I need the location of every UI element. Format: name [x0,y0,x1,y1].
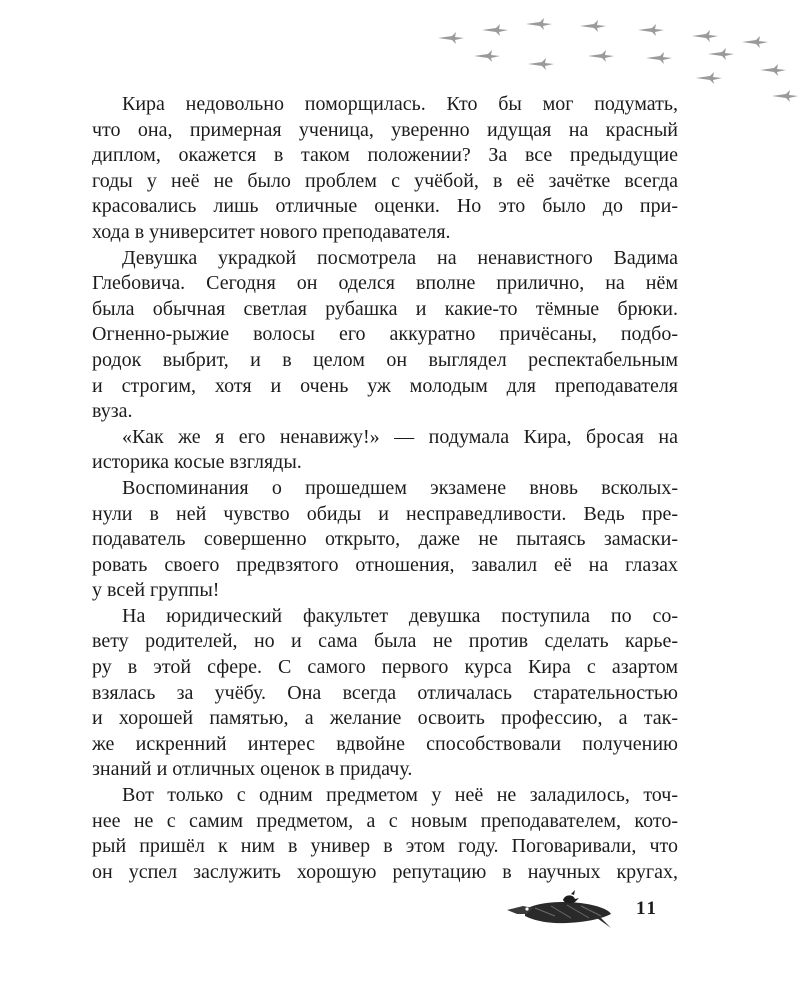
text-line: вуза. [92,400,133,423]
text-line: историка косые взгляды. [92,451,302,474]
paragraph-1 [92,92,678,246]
text-line: подаватель совершенно открыто, даже не пытаясь замаски- [92,528,678,551]
text-line: ровать своего предвзятого отношения, завалил её на глазах [92,553,678,576]
text-line: Девушка украдкой посмотрела на ненавистного Вадима [122,246,678,269]
text-line: у всей группы! [92,579,220,602]
bird-icon [638,24,664,36]
paragraph-6 [92,783,678,885]
bird-icon [528,58,554,70]
text-line: «Как же я его ненавижу!» — подумала Кира, бросая на [122,425,678,448]
paragraph-3 [92,425,678,476]
bird-nest-ornament [505,888,613,930]
bird-icon [474,50,500,62]
bird-icon [708,48,734,60]
text-line: же искренний интерес вдвойне способствовали получению [92,732,678,755]
page-footer [0,880,800,940]
text-line: вету родителей, но и сама была не против сделать карье- [92,630,678,653]
bird-icon [646,52,672,64]
text-line: красовались лишь отличные оценки. Но это было до при- [92,195,678,218]
bird-icon [696,72,722,84]
paragraph-2 [92,246,678,425]
text-line: Вот только с одним предметом у неё не заладилось, точ- [122,784,678,807]
bird-icon [580,20,606,32]
text-line: взялась за учёбу. Она всегда отличалась старательностью [92,681,678,704]
text-line: нее не с самим предметом, а с новым преподавателем, кото- [92,809,678,832]
text-line: и хорошей памятью, а желание освоить профессию, а так- [92,707,678,730]
text-line: была обычная светлая рубашка и какие-то тёмные брюки. [92,297,678,320]
bird-icon [742,36,768,48]
text-line: Кира недовольно поморщилась. Кто бы мог подумать, [122,93,678,115]
paragraph-4 [92,476,678,604]
bird-icon [692,30,718,42]
bird-icon [772,90,798,102]
body-text [92,92,678,885]
bird-icon [588,50,614,62]
text-line: он успел заслужить хорошую репутацию в научных кругах, [92,860,678,883]
text-line: ру в этой сфере. С самого первого курса Кира с азартом [92,656,678,679]
bird-icon [526,18,552,30]
text-line: хода в университет нового преподавателя. [92,220,451,243]
text-line: рый пришёл к ним в универ в этом году. Поговаривали, что [92,835,678,858]
text-line: нули в ней чувство обиды и несправедливости. Ведь пре- [92,502,678,525]
flying-birds-ornament [430,14,800,104]
page-number: 11 [636,898,658,919]
text-line: Воспоминания о прошедшем экзамене вновь всколых- [122,476,678,499]
bird-icon [482,24,508,36]
paragraph-5 [92,604,678,783]
bird-icon [760,64,786,76]
text-line: На юридический факультет девушка поступила по со- [122,604,678,627]
text-line: знаний и отличных оценок в придачу. [92,758,413,781]
text-line: Огненно-рыжие волосы его аккуратно причёсаны, подбо- [92,323,678,346]
text-line: диплом, окажется в таком положении? За все предыдущие [92,144,678,167]
text-line: и строгим, хотя и очень уж молодым для преподавателя [92,374,678,397]
text-line: что она, примерная ученица, уверенно идущая на красный [92,118,678,141]
text-line: годы у неё не было проблем с учёбой, в её зачётке всегда [92,169,678,192]
text-line: Глебовича. Сегодня он оделся вполне прилично, на нём [92,272,678,295]
text-line: родок выбрит, и в целом он выглядел респектабельным [92,348,678,371]
bird-icon [438,32,464,44]
